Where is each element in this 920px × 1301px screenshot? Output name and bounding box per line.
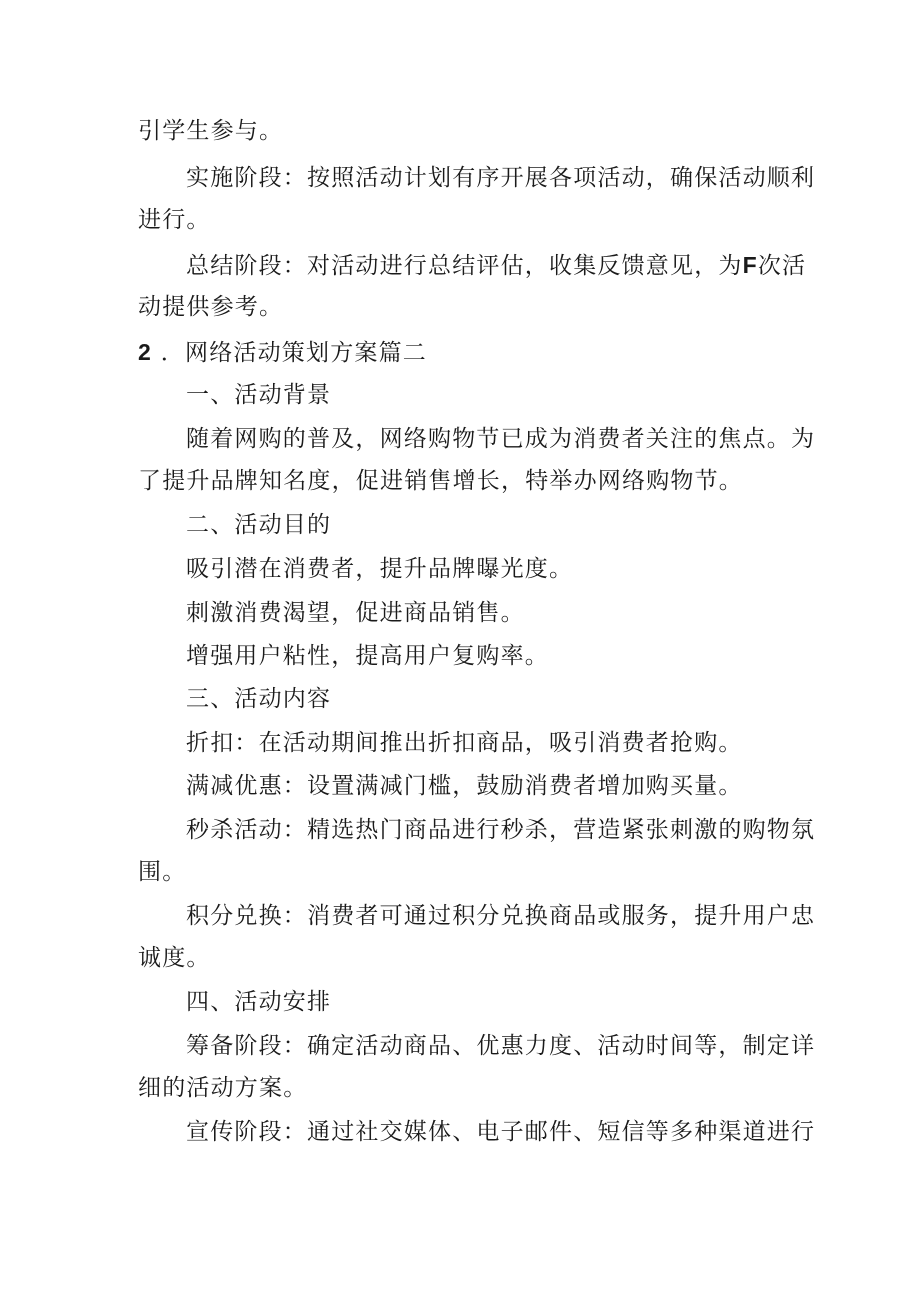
paragraph-line: 了提升品牌知名度，促进销售增长，特举办网络购物节。 [138, 468, 743, 494]
paragraph-line [186, 250, 806, 281]
text-span: 次活 [757, 253, 807, 279]
paragraph-line: 吸引潜在消费者，提升品牌曝光度。 [186, 556, 574, 582]
subheading: 二、活动目的 [186, 512, 332, 538]
text-span: F [742, 252, 758, 278]
paragraph-line: 增强用户粘性，提高用户复购率。 [186, 643, 549, 669]
paragraph-line: 宣传阶段：通过社交媒体、电子邮件、短信等多种渠道进行 [186, 1119, 816, 1145]
subheading: 一、活动背景 [186, 382, 332, 408]
section-title: ．网络活动策划方案篇二 [160, 340, 427, 366]
subheading: 四、活动安排 [186, 989, 332, 1015]
section-number: 2 [138, 339, 151, 365]
paragraph-line: 筹备阶段：确定活动商品、优惠力度、活动时间等，制定详 [186, 1033, 816, 1059]
paragraph-line: 进行。 [138, 207, 211, 233]
paragraph-line: 随着网购的普及，网络购物节已成为消费者关注的焦点。为 [186, 426, 816, 452]
paragraph-line: 引学生参与。 [138, 118, 284, 144]
section-heading [138, 337, 427, 368]
paragraph-line: 积分兑换：消费者可通过积分兑换商品或服务，提升用户忠 [186, 903, 816, 929]
text-span: 总结阶段：对活动进行总结评估，收集反馈意见，为 [186, 253, 743, 279]
paragraph-line: 实施阶段：按照活动计划有序开展各项活动，确保活动顺利 [186, 165, 816, 191]
paragraph-line: 折扣：在活动期间推出折扣商品，吸引消费者抢购。 [186, 730, 743, 756]
paragraph-line: 细的活动方案。 [138, 1075, 308, 1101]
paragraph-line: 秒杀活动：精选热门商品进行秒杀，营造紧张刺激的购物氛 [186, 817, 816, 843]
paragraph-line: 动提供参考。 [138, 294, 284, 320]
paragraph-line: 刺激消费渴望，促进商品销售。 [186, 600, 525, 626]
paragraph-line: 满减优惠：设置满减门槛，鼓励消费者增加购买量。 [186, 773, 743, 799]
paragraph-line: 诚度。 [138, 945, 211, 971]
subheading: 三、活动内容 [186, 686, 332, 712]
paragraph-line: 围。 [138, 859, 187, 885]
